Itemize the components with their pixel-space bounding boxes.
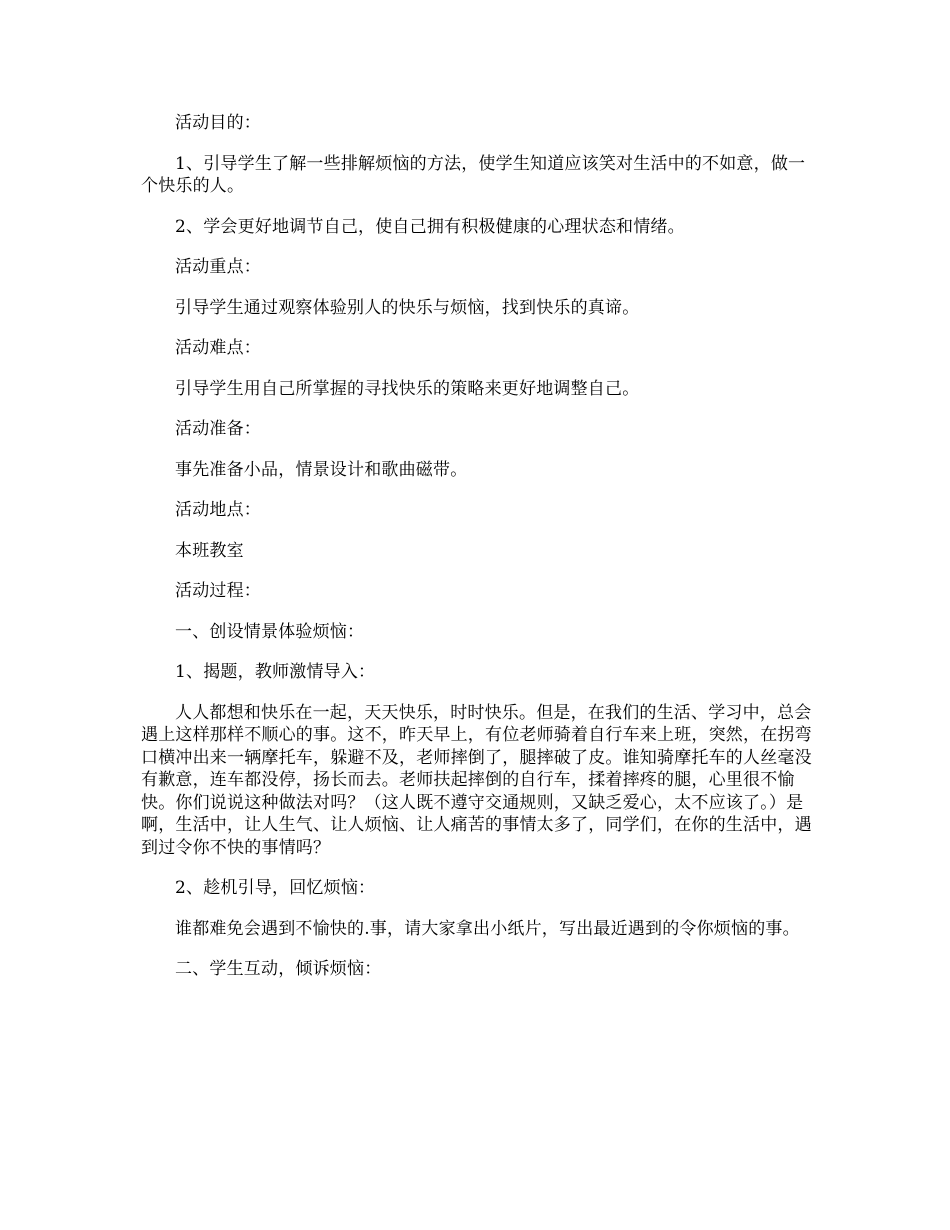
focus-text: 引导学生通过观察体验别人的快乐与烦恼，找到快乐的真谛。 xyxy=(175,297,640,318)
objective-item-2: 2、学会更好地调节自己，使自己拥有积极健康的心理状态和情绪。 xyxy=(175,216,685,237)
location-text: 本班教室 xyxy=(175,540,244,561)
process-heading: 活动过程： xyxy=(175,581,261,601)
objective-heading: 活动目的： xyxy=(175,113,261,133)
focus-heading: 活动重点： xyxy=(175,257,261,277)
preparation-text: 事先准备小品，情景设计和歌曲磁带。 xyxy=(175,459,468,480)
preparation-heading: 活动准备： xyxy=(175,419,261,439)
location-heading: 活动地点： xyxy=(175,500,261,520)
section-one-heading: 一、创设情景体验烦恼： xyxy=(175,621,365,642)
step-one-heading: 1、揭题，教师激情导入： xyxy=(175,662,376,682)
difficulty-heading: 活动难点： xyxy=(175,338,261,358)
step-two-text: 谁都难免会遇到不愉快的.事，请大家拿出小纸片，写出最近遇到的令你烦恼的事。 xyxy=(175,918,800,939)
objective-item-1: 1、引导学生了解一些排解烦恼的方法，使学生知道应该笑对生活中的不如意，做一个快乐的人。 xyxy=(141,153,806,196)
difficulty-text: 引导学生用自己所掌握的寻找快乐的策略来更好地调整自己。 xyxy=(175,378,640,399)
document-body xyxy=(141,112,819,999)
step-one-text: 人人都想和快乐在一起，天天快乐，时时快乐。但是，在我们的生活、学习中，总会遇上这样那样不顺心的事。这不，昨天早上，有位老师骑着自行车来上班，突然，在拐弯口横冲出来一辆摩托车，躲避不及，老师摔倒了，腿摔破了皮。谁知骑摩托车的人丝毫没有歉意，连车都没停，扬长而去。老师扶起摔倒的自行车，揉着摔疼的腿，心里很不愉快。你们说说这种做法对吗？（这人既不遵守交通规则，又缺乏爱心，太不应该了。）是啊，生活中，让人生气、让人烦恼、让人痛苦的事情太多了，同学们，在你的生活中，遇到过令你不快的事情吗？ xyxy=(141,702,812,858)
section-two-heading: 二、学生互动，倾诉烦恼： xyxy=(175,959,382,979)
step-two-heading: 2、趁机引导，回忆烦恼： xyxy=(175,878,376,898)
